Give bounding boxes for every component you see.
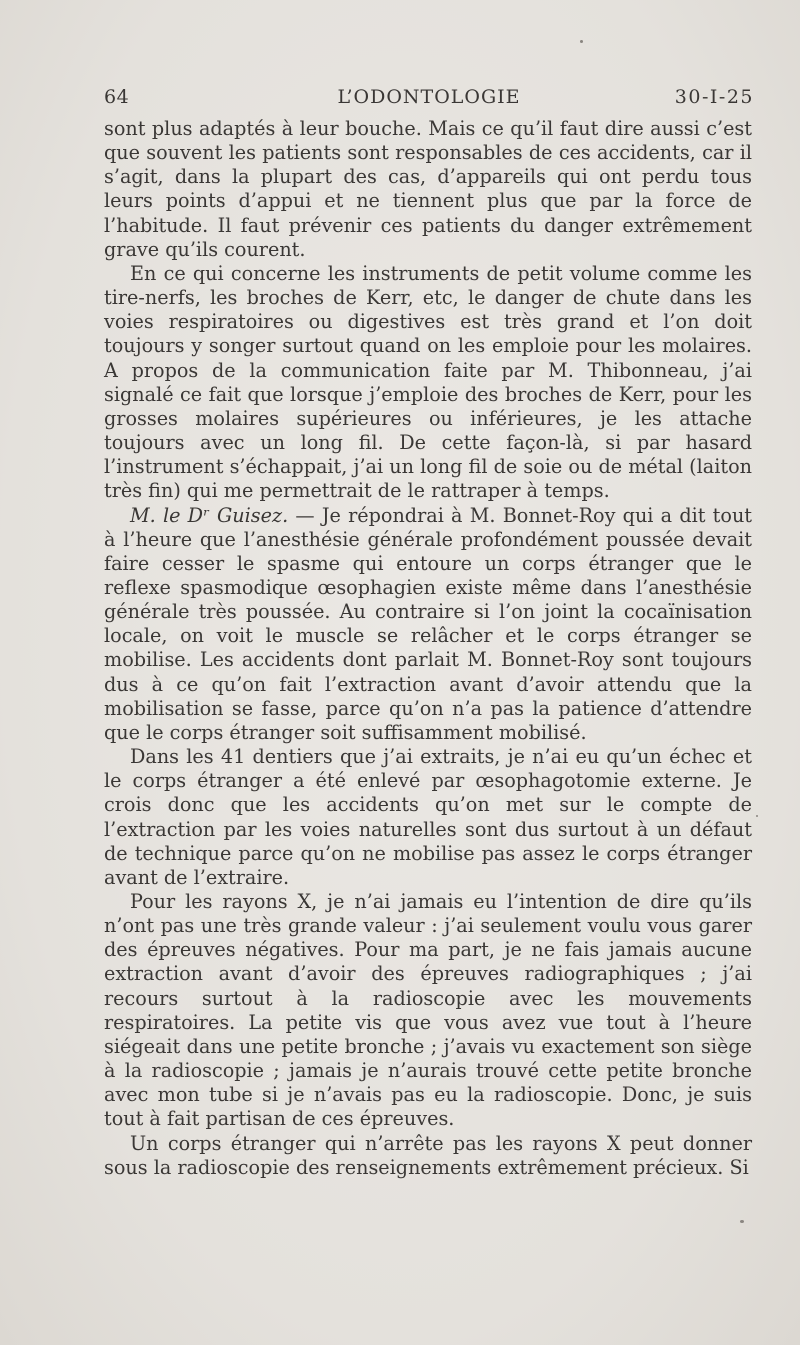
paper-speck	[580, 40, 583, 43]
paragraph-dentures: Dans les 41 dentiers que j’ai extraits, je n’ai eu qu’un échec et le corps étranger a été enlevé par œsophagotomie externe. Je crois donc que les accidents qu’on met sur le compte de l’extraction par les voies naturelles sont dus surtout à un défaut de technique parce qu’on ne mobilise pas assez le corps étranger avant de l’extraire.	[104, 745, 752, 889]
paper-speck	[740, 1220, 744, 1223]
speaker-name: M. le Dʳ Guisez.	[130, 503, 289, 527]
paper-speck	[756, 815, 758, 817]
paragraph-guisez-reply	[104, 504, 752, 746]
paragraph-continuation: sont plus adaptés à leur bouche. Mais ce qu’il faut dire aussi c’est que souvent les patients sont responsables de ces accidents, car il s’agit, dans la plupart des cas, d’appareils qui ont perdu tous leurs points d’appui et ne tiennent plus que par la force de l’habitude. Il faut prévenir ces patients du danger extrêmement grave qu’ils courent.	[104, 117, 752, 261]
paragraph-xrays: Pour les rayons X, je n’ai jamais eu l’intention de dire qu’ils n’ont pas une très grande valeur : j’ai seulement voulu vous garer des épreuves négatives. Pour ma part, je ne fais jamais aucune extraction avant d’avoir des épreuves radiographiques ; j’ai recours surtout à la radioscopie avec les mouvements respiratoires. La petite vis que vous avez vue tout à l’heure siégeait dans une petite bronche ; j’avais vu exactement son siège à la radioscopie ; jamais je n’aurais trouvé cette petite bronche avec mon tube si je n’avais pas eu la radioscopie. Donc, je suis tout à fait partisan de ces épreuves.	[104, 890, 752, 1131]
issue-date: 30-I-25	[674, 86, 754, 108]
journal-title: L’ODONTOLOGIE	[337, 86, 521, 108]
running-header	[104, 86, 754, 116]
body-text	[104, 117, 752, 1180]
speaker-text: — Je répondrai à M. Bonnet-Roy qui a dit tout à l’heure que l’anesthésie générale profondément poussée devait faire cesser le spasme qui entoure un corps étranger que le reflexe spasmodique œsophagien existe même dans l’anesthésie générale très poussée. Au contraire si l’on joint la cocaïnisation locale, on voit le muscle se relâcher et le corps étranger se mobilise. Les accidents dont parlait M. Bonnet-Roy sont toujours dus à ce qu’on fait l’extraction avant d’avoir attendu que la mobilisation se fasse, parce qu’on n’a pas la patience d’attendre que le corps étranger soit suffisamment mobilisé.	[104, 503, 753, 744]
paragraph-instruments: En ce qui concerne les instruments de petit volume comme les tire-nerfs, les broches de Kerr, etc, le danger de chute dans les voies respiratoires ou digestives est très grand et l’on doit toujours y songer surtout quand on les emploie pour les molaires. A propos de la communication faite par M. Thibonneau, j’ai signalé ce fait que lorsque j’emploie des broches de Kerr, pour les grosses molaires supérieures ou inférieures, je les attache toujours avec un long fil. De cette façon-là, si par hasard l’instrument s’échappait, j’ai un long fil de soie ou de métal (laiton très fin) qui me permettrait de le rattraper à temps.	[104, 261, 752, 503]
page-number: 64	[104, 86, 130, 108]
paragraph-foreign-body: Un corps étranger qui n’arrête pas les rayons X peut donner sous la radioscopie des renseignements extrêmement précieux. Si	[104, 1131, 752, 1179]
